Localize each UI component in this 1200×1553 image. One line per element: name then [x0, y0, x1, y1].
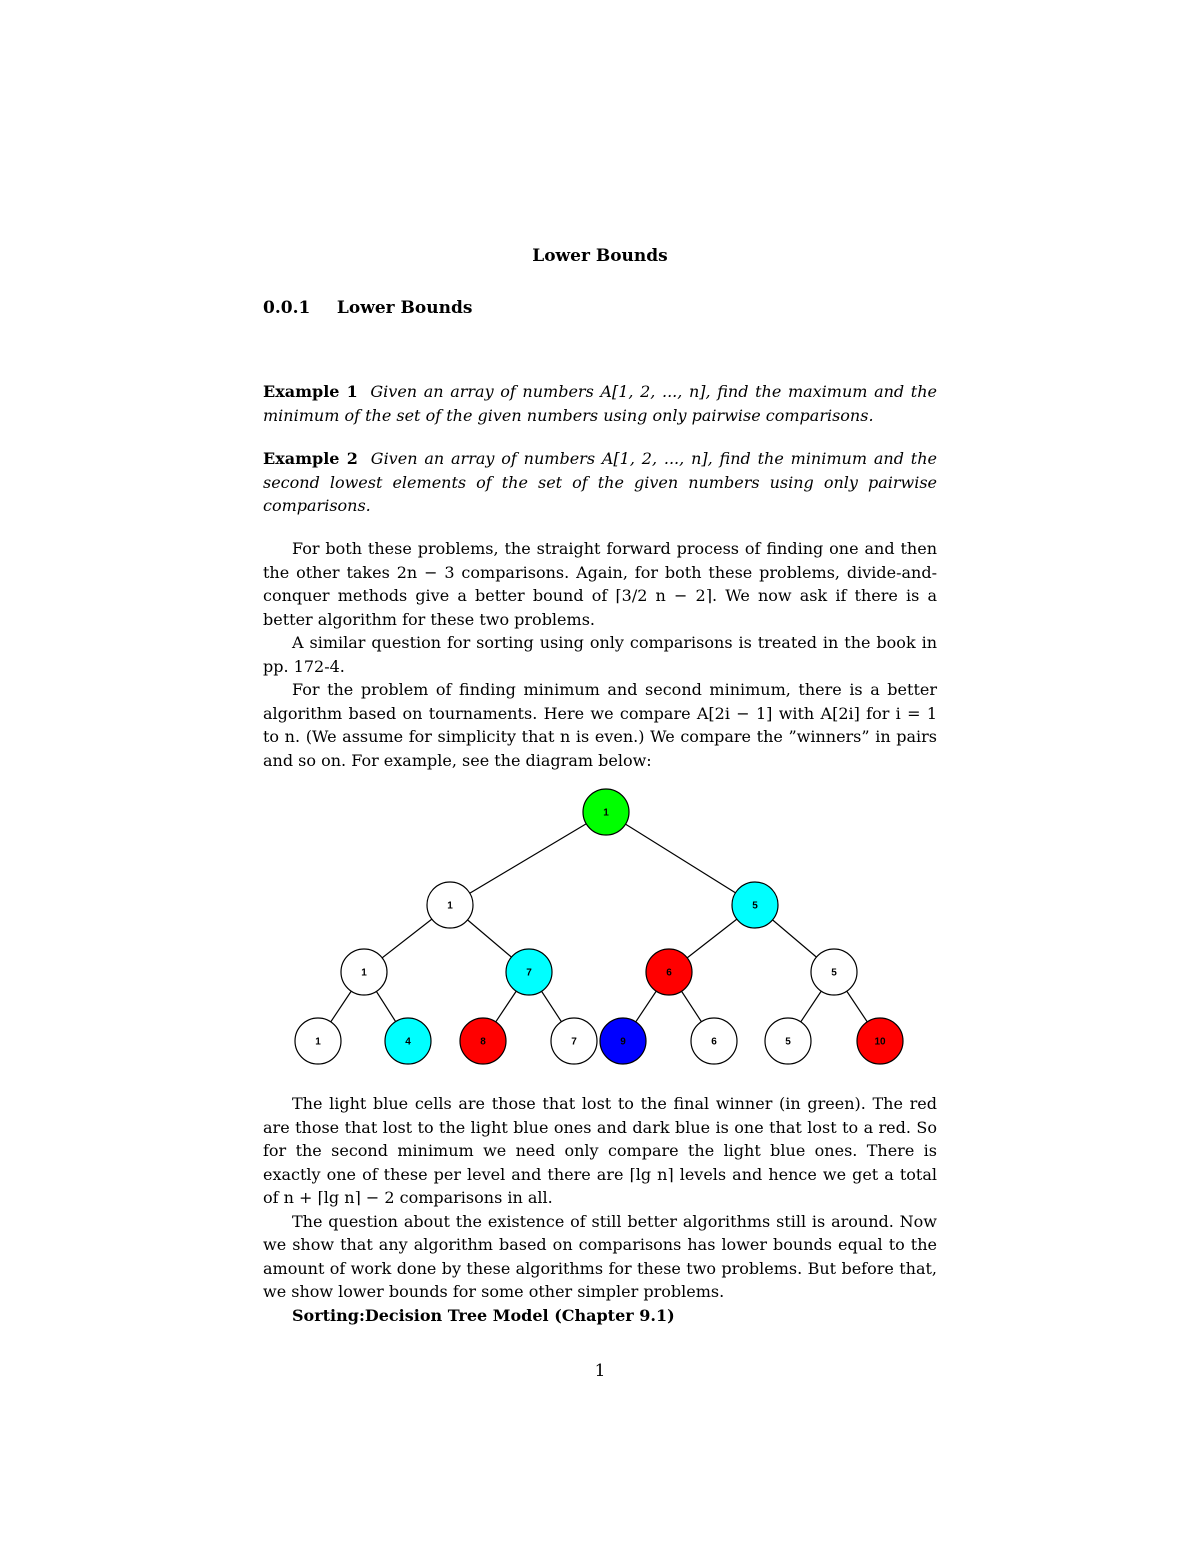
tree-node-label: 7	[526, 967, 532, 979]
example-1-label: Example 1	[263, 382, 358, 401]
tree-node-label: 6	[711, 1036, 717, 1048]
document-title: Lower Bounds	[532, 246, 668, 266]
paragraph: For the problem of finding minimum and second minimum, there is a better algorithm based on tournaments. Here we compare A[2i − 1] with A[2i] for i = 1 to n. (We assume for simplicity that n is even.) We compare the ”winners” in pairs and so on. For example, see the diagram below:	[263, 680, 937, 770]
tree-node	[506, 949, 552, 995]
tree-node-label: 10	[874, 1036, 886, 1048]
tree-node	[460, 1018, 506, 1064]
tree-node	[646, 949, 692, 995]
tree-node	[551, 1018, 597, 1064]
tree-node	[427, 882, 473, 928]
page-number: 1	[594, 1361, 606, 1381]
tree-node-label: 9	[620, 1036, 626, 1048]
tree-edge	[450, 812, 606, 905]
example-1-text: Given an array of numbers A[1, 2, ..., n], find the maximum and the minimum of the set of the given numbers using only pairwise comparisons.	[263, 382, 937, 425]
tree-node	[341, 949, 387, 995]
example-2-text: Given an array of numbers A[1, 2, ..., n], find the minimum and the second lowest elements of the set of the given numbers using only pairwise comparisons.	[263, 449, 937, 515]
tree-node-label: 1	[603, 807, 609, 819]
explanation-paragraphs	[263, 1092, 937, 1327]
tree-edge	[606, 812, 755, 905]
tree-node	[765, 1018, 811, 1064]
tree-node-label: 6	[666, 967, 672, 979]
tree-node-label: 8	[480, 1036, 486, 1048]
tree-node	[732, 882, 778, 928]
tree-node-label: 5	[752, 900, 758, 912]
tree-node	[691, 1018, 737, 1064]
tree-node	[857, 1018, 903, 1064]
tree-node-label: 1	[361, 967, 367, 979]
tree-node	[385, 1018, 431, 1064]
section-number: 0.0.1	[263, 298, 311, 318]
tree-node-label: 1	[315, 1036, 321, 1048]
tree-node-label: 1	[447, 900, 453, 912]
paragraph: The question about the existence of still better algorithms still is around. Now we show that any algorithm based on comparisons has lower bounds equal to the amount of work done by these algorithms for these two problems. But before that, we show lower bounds for some other simpler problems.	[263, 1211, 937, 1301]
section-title: Lower Bounds	[336, 298, 473, 318]
paragraph: The light blue cells are those that lost to the final winner (in green). The red are those that lost to the light blue ones and dark blue is one that lost to a red. So for the second minimum we need only compare the light blue ones. There is exactly one of these per level and there are ⌈lg n⌉ levels and hence we get a total of n + ⌈lg n⌉ − 2 comparisons in all.	[263, 1094, 937, 1207]
tree-node	[583, 789, 629, 835]
tree-node-label: 4	[405, 1036, 411, 1048]
subheading: Sorting:Decision Tree Model (Chapter 9.1)	[292, 1305, 675, 1325]
tree-node-label: 5	[831, 967, 837, 979]
tree-node	[600, 1018, 646, 1064]
paragraph: A similar question for sorting using only comparisons is treated in the book in pp. 172-4.	[263, 633, 937, 676]
paragraph: For both these problems, the straight forward process of finding one and then the other takes 2n − 3 comparisons. Again, for both these problems, divide-and-conquer methods give a better bound of ⌈3/2 n − 2⌉. We now ask if there is a better algorithm for these two problems.	[263, 539, 937, 629]
tree-node-label: 5	[785, 1036, 791, 1048]
example-2-label: Example 2	[263, 449, 358, 468]
tree-node	[811, 949, 857, 995]
tree-node	[295, 1018, 341, 1064]
tree-node-label: 7	[571, 1036, 577, 1048]
